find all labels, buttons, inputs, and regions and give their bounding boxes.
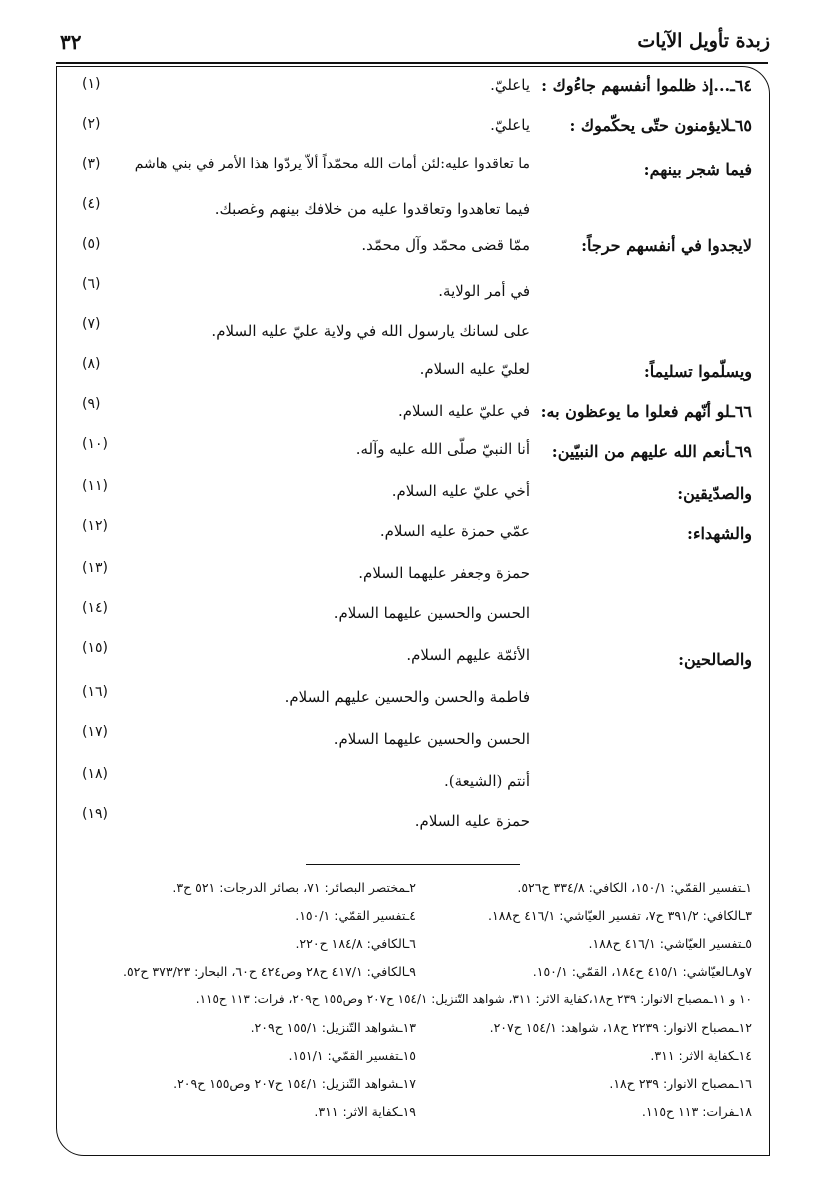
footnote: ١٢ـمصباح الانوار: ٢٢٣٩ ح١٨، شواهد: ١٥٤/١ ح٢٠٧. [489,1020,752,1035]
commentary-text: على لسانك يارسول الله في ولاية عليّ عليه السلام. [211,322,530,340]
entry-row [0,396,832,426]
entry-row [0,236,832,266]
footnote: ١ـتفسير القمّي: ١٥٠/١، الكافي: ٣٣٤/٨ ح٥٢٦. [517,880,752,895]
footnote: ١٤ـكفاية الاثر: ٣١١. [650,1048,752,1063]
page-number: ٣٢ [60,30,82,54]
footnote-separator [306,864,520,865]
footnote: ٣ـالكافي: ٣٩١/٢ ح٧، تفسير العيّاشي: ٤١٦/١ ح١٨٨. [488,908,752,923]
footnote: ٩ـالكافي: ٤١٧/١ ح٢٨ وص٤٢٤ ح٦٠، البحار: ٣٧٣/٢٣ ح٥٢. [122,964,416,979]
commentary-text: في عليّ عليه السلام. [397,402,530,420]
entry-row [0,116,832,146]
footnote: ٥ـتفسير العيّاشي: ٤١٦/١ ح١٨٨. [588,936,752,951]
entry-row [0,436,832,466]
footnote-ref: (١٣) [82,560,108,576]
verse-label: ٦٦ـلو أنّهم فعلوا ما يوعظون به: [540,402,752,421]
footnote: ١٣ـشواهد التّنزيل: ١٥٥/١ ح٢٠٩. [250,1020,416,1035]
verse-label: والصالحين: [678,650,752,669]
verse-label: ٦٤ـ...إذ ظلموا أنفسهم جاءُوك : [541,76,752,95]
footnote: ٧و٨ـالعيّاشي: ٤١٥/١ ح١٨٤، القمّي: ١٥٠/١. [532,964,752,979]
verse-label: ويسلّموا تسليماً: [643,362,752,381]
entry-row [0,196,832,226]
commentary-text: أنا النبيّ صلّى الله عليه وآله. [355,440,530,458]
commentary-text: فاطمة والحسن والحسين عليهم السلام. [284,688,530,706]
footnote-ref: (١٢) [82,518,108,534]
footnote-ref: (٤) [82,196,101,212]
entry-row [0,156,832,186]
footnote-ref: (١١) [82,478,108,494]
footnote-ref: (١٨) [82,766,108,782]
commentary-text: الحسن والحسين عليهما السلام. [333,730,530,748]
commentary-text: حمزة وجعفر عليهما السلام. [358,564,530,582]
commentary-text: ممّا قضى محمّد وآل محمّد. [361,236,530,254]
commentary-text: ياعليّ. [490,76,530,94]
footnote: ٦ـالكافي: ١٨٤/٨ ح٢٢٠. [295,936,416,951]
commentary-text: الأئمّة عليهم السلام. [406,646,530,664]
commentary-text: لعليّ عليه السلام. [419,360,530,378]
entry-row [0,684,832,714]
verse-label: ٦٩ـأنعم الله عليهم من النبيّين: [551,442,752,461]
footnote: ١٦ـمصباح الانوار: ٢٣٩ ح١٨. [609,1076,752,1091]
commentary-text: في أمر الولاية. [438,282,530,300]
footnote: ١٧ـشواهد التّنزيل: ١٥٤/١ ح٢٠٧ وص١٥٥ ح٢٠٩. [173,1076,416,1091]
entry-row [0,356,832,386]
footnote-ref: (١٦) [82,684,108,700]
footnote-ref: (٣) [82,156,101,172]
footnote: ٤ـتفسير القمّي: ١٥٠/١. [295,908,416,923]
commentary-text: أنتم (الشيعة). [443,772,530,790]
footnote-ref: (٨) [82,356,101,372]
verse-label: فيما شجر بينهم: [643,160,752,179]
book-title: زبدة تأويل الآيات [637,30,770,52]
footnote: ١٠ و ١١ـمصباح الانوار: ٢٣٩ ح١٨،كفاية الاثر: ٣١١، شواهد التّنزيل: ١٥٤/١ ح٢٠٧ وص١٥٥ ح٢٠٩، فرات: ١١٣ ح١١٥. [195,992,752,1006]
commentary-text: ما تعاقدوا عليه:لئن أمات الله محمّداً ألاّ يردّوا هذا الأمر في بني هاشم [134,156,530,172]
footnote-ref: (٧) [82,316,101,332]
footnote-ref: (٢) [82,116,101,132]
verse-label: والصدّيقين: [677,484,752,503]
footnote: ١٩ـكفاية الاثر: ٣١١. [314,1104,416,1119]
commentary-text: عمّي حمزة عليه السلام. [379,522,530,540]
entry-row [0,640,832,670]
footnote-ref: (١٩) [82,806,108,822]
footnote-ref: (١٤) [82,600,108,616]
entry-row [0,276,832,306]
footnote: ١٨ـفرات: ١١٣ ح١١٥. [641,1104,752,1119]
commentary-text: ياعليّ. [490,116,530,134]
commentary-text: حمزة عليه السلام. [414,812,530,830]
commentary-text: الحسن والحسين عليهما السلام. [333,604,530,622]
entry-row [0,724,832,754]
entry-row [0,316,832,346]
verse-label: والشهداء: [687,524,752,543]
footnote-ref: (١٠) [82,436,108,452]
commentary-text: فيما تعاهدوا وتعاقدوا عليه من خلافك بينهم وغصبك. [214,200,530,218]
entry-row [0,560,832,590]
footnote-ref: (٩) [82,396,101,412]
footnote-ref: (٦) [82,276,101,292]
entry-row [0,806,832,836]
entry-row [0,766,832,796]
footnote-ref: (١) [82,76,101,92]
commentary-text: أخي عليّ عليه السلام. [391,482,530,500]
footnote: ١٥ـتفسير القمّي: ١٥١/١. [288,1048,416,1063]
footnote: ٢ـمختصر البصائر: ٧١، بصائر الدرجات: ٥٢١ ح٣. [172,880,416,895]
entry-row [0,600,832,630]
footnote-ref: (١٧) [82,724,108,740]
entry-row [0,518,832,548]
entry-row [0,76,832,106]
footnote-ref: (٥) [82,236,101,252]
verse-label: ٦٥ـلايؤمنون حتّى يحكّموك : [569,116,752,135]
footnote-ref: (١٥) [82,640,108,656]
entry-row [0,478,832,508]
header-rule [56,62,768,64]
verse-label: لايجدوا في أنفسهم حرجاً: [581,236,752,255]
